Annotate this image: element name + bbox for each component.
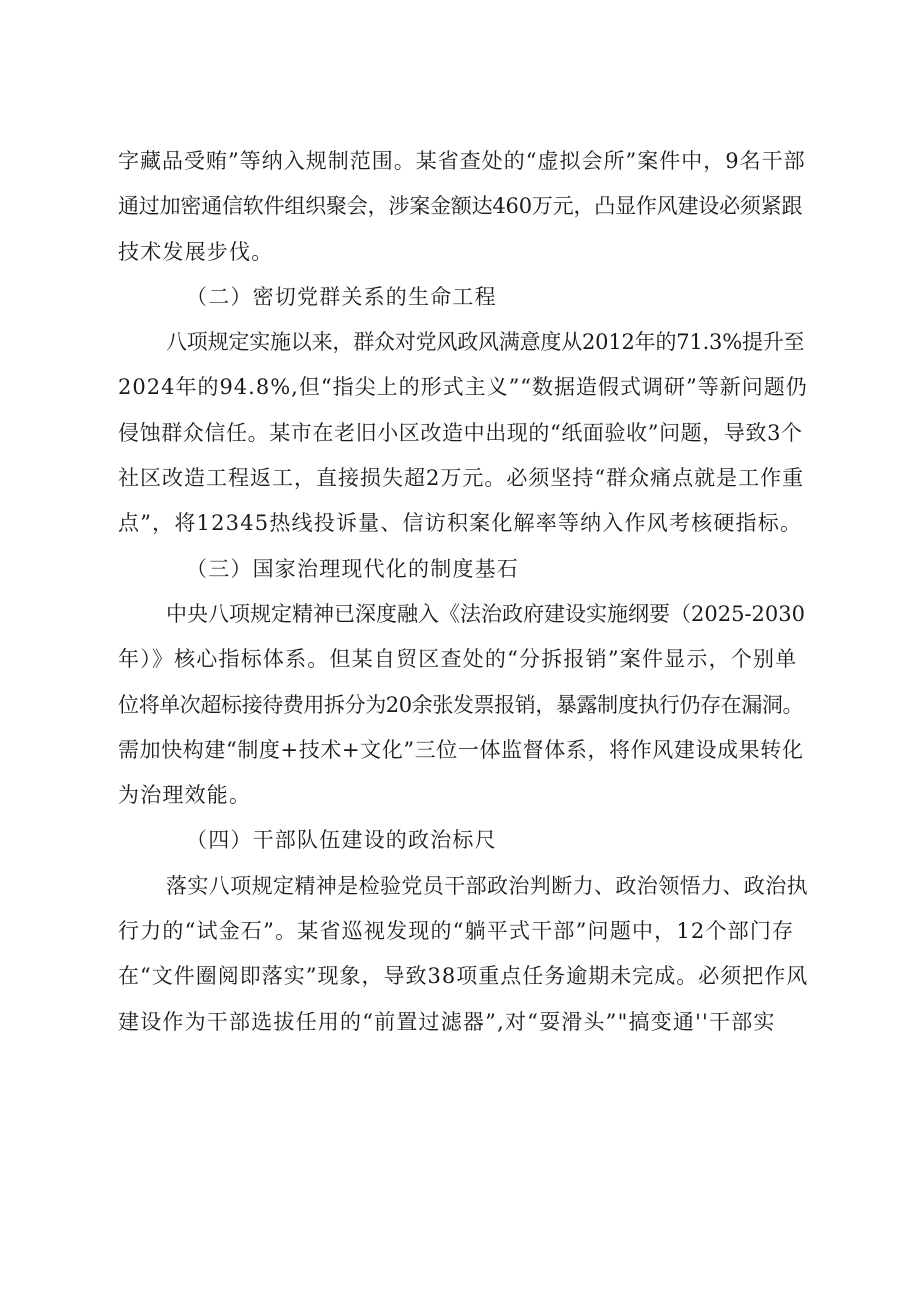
paragraph-first-line: 八项规定实施以来，群众对党风政风满意度从2012年的71.3%提升至 bbox=[166, 330, 805, 355]
section-heading: （三）国家治理现代化的制度基石 bbox=[186, 556, 519, 581]
body-line: 字藏品受贿”等纳入规制范围。某省查处的“虚拟会所”案件中，9名干部 bbox=[118, 149, 806, 173]
body-line: 点”，将12345热线投诉量、信访积案化解率等纳入作风考核硬指标。 bbox=[118, 511, 803, 536]
body-line: 技术发展步伐。 bbox=[118, 239, 274, 264]
section-heading: （四）干部队伍建设的政治标尺 bbox=[186, 828, 497, 853]
body-line: 建设作为干部选拔任用的“前置过滤器”,对“耍滑头”"搞变通''干部实 bbox=[118, 1009, 776, 1034]
document-body bbox=[118, 139, 808, 1045]
paragraph-first-line: 中央八项规定精神已深度融入《法治政府建设实施纲要（2025-2030 bbox=[166, 601, 805, 626]
section-heading: （二）密切党群关系的生命工程 bbox=[186, 284, 497, 309]
body-line: 年）》核心指标体系。但某自贸区查处的“分拆报销”案件显示，个别单 bbox=[118, 647, 798, 672]
body-line: 需加快构建“制度+技术+文化”三位一体监督体系，将作风建设成果转化 bbox=[118, 737, 804, 762]
body-line: 通过加密通信软件组织聚会，涉案金额达460万元，凸显作风建设必须紧跟 bbox=[118, 194, 803, 219]
body-line: 行力的“试金石”。某省巡视发现的“躺平式干部”问题中，12个部门存 bbox=[118, 919, 795, 944]
body-line: 在“文件圈阅即落实”现象，导致38项重点任务逾期未完成。必须把作风 bbox=[118, 964, 809, 989]
paragraph-first-line: 落实八项规定精神是检验党员干部政治判断力、政治领悟力、政治执 bbox=[166, 873, 808, 898]
body-line: 侵蚀群众信任。某市在老旧小区改造中出现的“纸面验收”问题，导致3个 bbox=[118, 420, 803, 445]
body-line: 社区改造工程返工，直接损失超2万元。必须坚持“群众痛点就是工作重 bbox=[118, 466, 805, 491]
body-line: 2024年的94.8%,但“指尖上的形式主义”“数据造假式调研”等新问题仍 bbox=[118, 375, 808, 400]
body-line: 为治理效能。 bbox=[118, 783, 252, 808]
body-line: 位将单次超标接待费用拆分为20余张发票报销，暴露制度执行仍存在漏洞。 bbox=[118, 692, 804, 717]
